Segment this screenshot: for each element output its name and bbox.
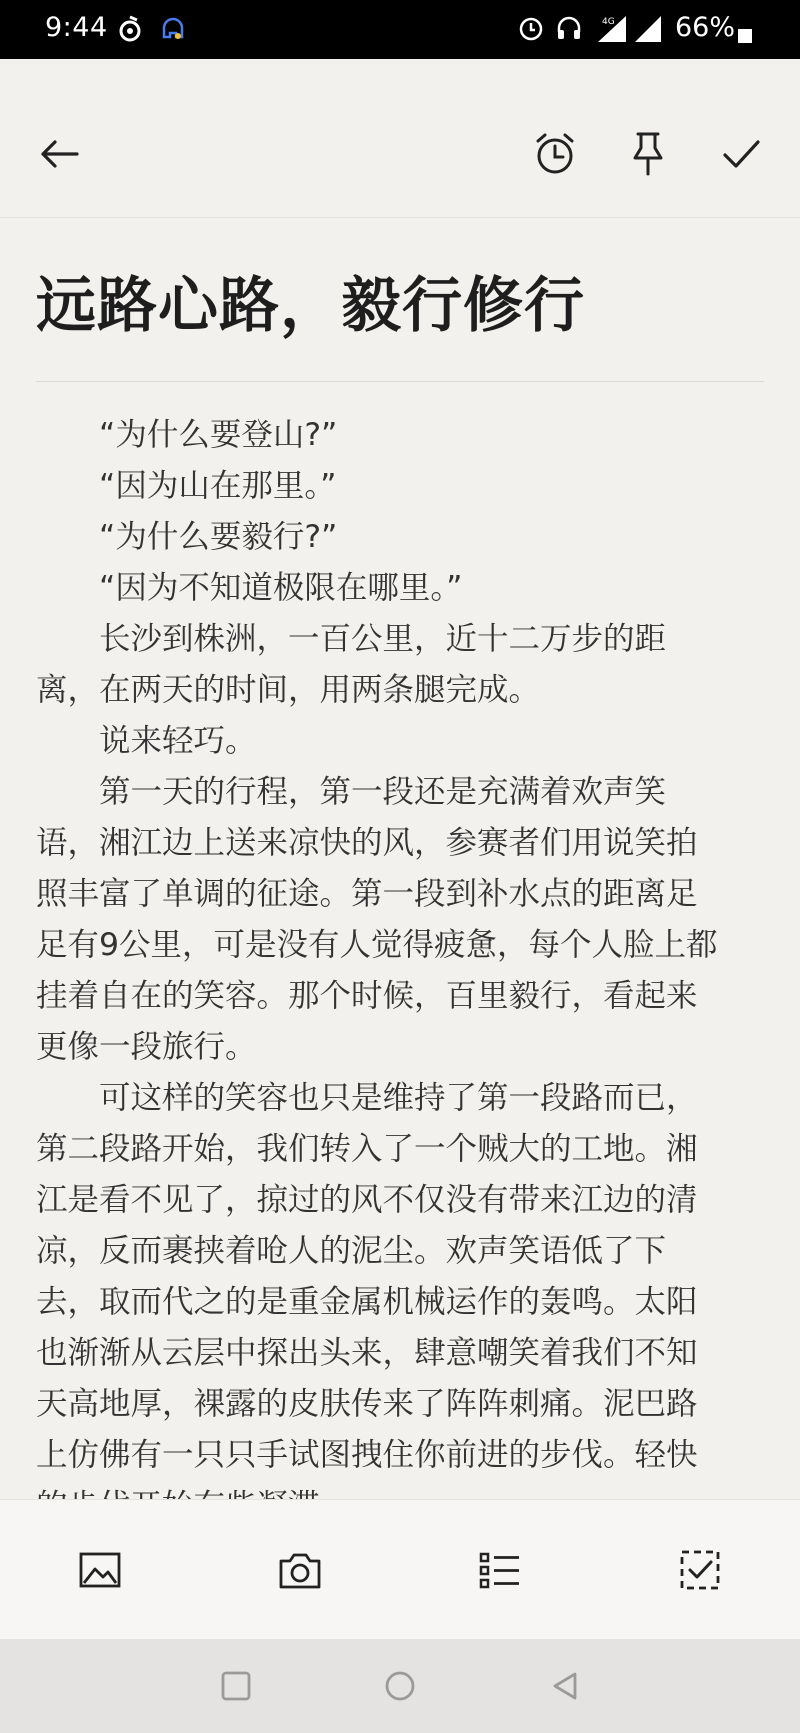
body-line: 也渐渐从云层中探出头来，肆意嘲笑着我们不知 xyxy=(36,1335,698,1371)
body-line: 凉，反而裹挟着呛人的泥尘。欢声笑语低了下 xyxy=(36,1233,667,1269)
image-icon[interactable] xyxy=(75,1545,125,1595)
status-bar xyxy=(0,0,800,59)
toolbar-divider xyxy=(0,217,800,218)
headset-icon xyxy=(555,14,583,46)
recent-apps-icon[interactable] xyxy=(213,1663,259,1709)
note-toolbar xyxy=(0,59,800,219)
body-line: 更像一段旅行。 xyxy=(36,1029,257,1065)
body-line: “为什么要登山?” xyxy=(36,417,338,453)
title-divider xyxy=(36,381,764,382)
alarm-icon xyxy=(517,14,545,46)
body-line: 江是看不见了，掠过的风不仅没有带来江边的清 xyxy=(36,1182,698,1218)
body-line: 说来轻巧。 xyxy=(36,723,257,759)
back-icon[interactable] xyxy=(542,1663,588,1709)
signal-4g-icon xyxy=(594,12,630,50)
system-nav-bar xyxy=(0,1639,800,1733)
camera-icon[interactable] xyxy=(275,1545,325,1595)
body-line: 挂着自在的笑容。那个时候，百里毅行，看起来 xyxy=(36,978,698,1014)
alarm-clock-icon[interactable] xyxy=(528,127,582,181)
body-line: 长沙到株洲，一百公里，近十二万步的距 xyxy=(36,621,667,657)
body-line: 去，取而代之的是重金属机械运作的轰鸣。太阳 xyxy=(36,1284,698,1320)
network-type-label: 4G xyxy=(602,17,615,27)
status-time: 9:44 xyxy=(45,12,108,43)
note-title[interactable]: 远路心路，毅行修行 xyxy=(36,271,585,341)
body-line: 天高地厚，裸露的皮肤传来了阵阵刺痛。泥巴路 xyxy=(36,1386,698,1422)
body-line: 第一天的行程，第一段还是充满着欢声笑 xyxy=(36,774,667,810)
checklist-icon[interactable] xyxy=(675,1545,725,1595)
checkmark-icon[interactable] xyxy=(714,127,768,181)
back-arrow-icon[interactable] xyxy=(32,127,86,181)
note-body[interactable] xyxy=(36,410,764,1500)
voice-assistant-icon xyxy=(158,14,188,48)
body-line: 照丰富了单调的征途。第一段到补水点的距离足 xyxy=(36,876,698,912)
body-line: “因为山在那里。” xyxy=(36,468,337,504)
signal-icon xyxy=(633,14,663,48)
body-line: “为什么要毅行?” xyxy=(36,519,338,555)
home-icon[interactable] xyxy=(377,1663,423,1709)
pin-icon[interactable] xyxy=(621,127,675,181)
body-line: 可这样的笑容也只是维持了第一段路而已， xyxy=(36,1080,698,1116)
body-line: “因为不知道极限在哪里。” xyxy=(36,570,463,606)
battery-icon xyxy=(738,28,752,47)
sync-icon xyxy=(115,14,145,48)
battery-percentage: 66% xyxy=(675,12,736,43)
body-line: 上仿佛有一只只手试图拽住你前进的步伐。轻快 xyxy=(36,1437,698,1473)
body-line: 第二段路开始，我们转入了一个贼大的工地。湘 xyxy=(36,1131,698,1167)
body-line: 离，在两天的时间，用两条腿完成。 xyxy=(36,672,541,708)
editor-toolbar xyxy=(0,1499,800,1640)
body-line: 足有9公里，可是没有人觉得疲惫，每个人脸上都 xyxy=(36,927,718,963)
body-line: 语，湘江边上送来凉快的风，参赛者们用说笑拍 xyxy=(36,825,698,861)
list-icon[interactable] xyxy=(475,1545,525,1595)
